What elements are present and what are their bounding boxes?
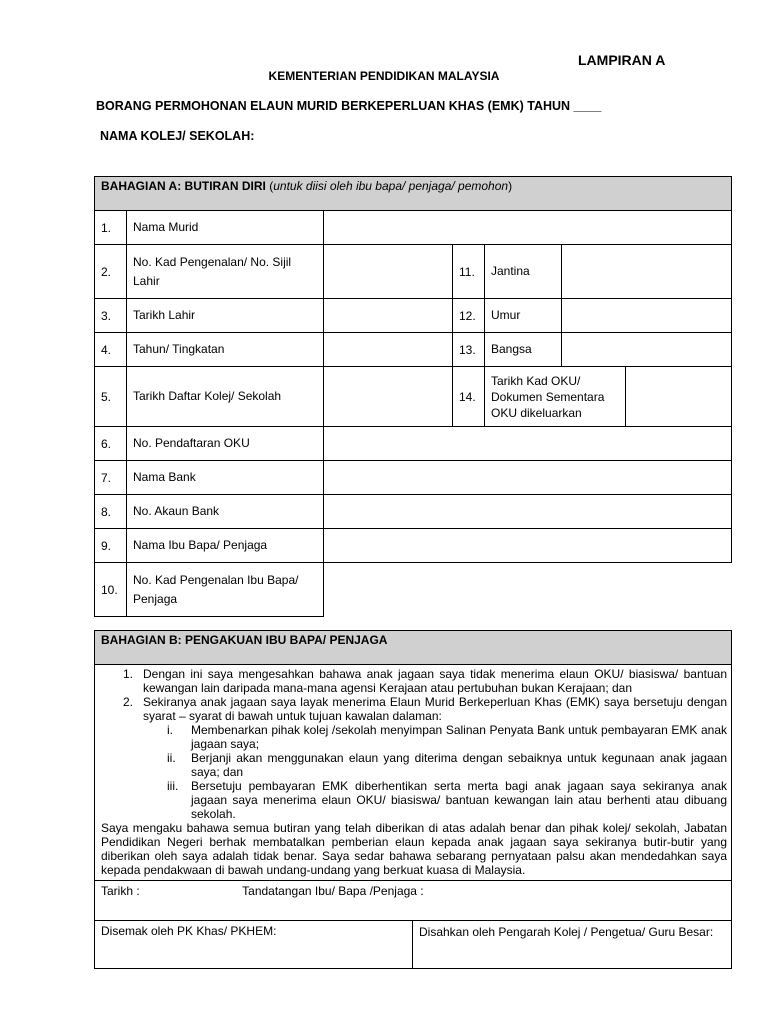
- field-label: Nama Murid: [127, 211, 324, 245]
- section-a-header: BAHAGIAN A: BUTIRAN DIRI (untuk diisi oleh ibu bapa/ penjaga/ pemohon): [95, 177, 732, 211]
- field-label: Tahun/ Tingkatan: [127, 333, 324, 367]
- field-label: No. Kad Pengenalan/ No. Sijil Lahir: [127, 245, 324, 299]
- row-number: 9.: [95, 529, 127, 563]
- field-label: Jantina: [485, 245, 562, 299]
- condition-item: ii. Berjanji akan menggunakan elaun yang diterima dengan sebaiknya untuk kegunaan anak jagaan saya; dan: [167, 751, 727, 779]
- section-a-subtitle: untuk diisi oleh ibu bapa/ penjaga/ pemohon: [273, 179, 509, 193]
- field-label: Tarikh Daftar Kolej/ Sekolah: [127, 367, 324, 427]
- field-label: Umur: [485, 299, 562, 333]
- row-number: 7.: [95, 461, 127, 495]
- section-a-table: [94, 176, 732, 617]
- row-number: 13.: [453, 333, 485, 367]
- kad-pengenalan-field[interactable]: [324, 245, 453, 299]
- nama-ibu-bapa-field[interactable]: [324, 529, 732, 563]
- section-b-table: [94, 630, 732, 969]
- tarikh-daftar-field[interactable]: [324, 367, 453, 427]
- row-nama-murid: [95, 211, 732, 245]
- declaration-statement: Saya mengaku bahawa semua butiran yang telah diberikan di atas adalah benar dan pihak kolej/ sekolah, Jabatan Pendidikan Negeri berhak membatalkan pemberian elaun kepada anak jagaan saya sekiranya butir-butir yang diberikan oleh saya adalah tidak benar. Saya sedar bahawa sebarang pernyataan palsu akan mendedahkan saya kepada pendakwaan di bawah undang-undang yang berkuat kuasa di Malaysia.: [101, 821, 727, 877]
- declaration-item: 2. Sekiranya anak jagaan saya layak menerima Elaun Murid Berkeperluan Khas (EMK) saya bersetuju dengan syarat – syarat di bawah untuk tujuan kawalan dalaman:: [123, 695, 727, 723]
- condition-item: i. Membenarkan pihak kolej /sekolah menyimpan Salinan Penyata Bank untuk pembayaran EMK anak jagaan saya;: [167, 723, 727, 751]
- field-label: No. Kad Pengenalan Ibu Bapa/ Penjaga: [127, 563, 324, 617]
- akaun-bank-field[interactable]: [324, 495, 732, 529]
- row-number: 1.: [95, 211, 127, 245]
- row-tarikh-lahir: [95, 299, 732, 333]
- field-label: Nama Ibu Bapa/ Penjaga: [127, 529, 324, 563]
- declaration-item: 1. Dengan ini saya mengesahkan bahawa anak jagaan saya tidak menerima elaun OKU/ biasiswa/ bantuan kewangan lain daripada mana-mana agensi Kerajaan atau pertubuhan bukan Kerajaan; dan: [123, 667, 727, 695]
- section-b-title: BAHAGIAN B: PENGAKUAN IBU BAPA/ PENJAGA: [101, 633, 388, 647]
- row-kad-pengenalan: [95, 245, 732, 299]
- checked-by-cell[interactable]: [95, 921, 413, 969]
- approved-by-cell[interactable]: [413, 921, 732, 969]
- condition-item: iii. Bersetuju pembayaran EMK diberhentikan serta merta bagi anak jagaan saya sekiranya anak jagaan saya menerima elaun OKU/ biasiswa/ bantuan kewangan lain atau berhenti atau dibuang sekolah.: [167, 779, 727, 821]
- row-kad-ibu-bapa: [95, 563, 732, 617]
- lampiran-label: LAMPIRAN A: [578, 52, 666, 68]
- kad-ibu-bapa-field[interactable]: [324, 563, 732, 617]
- nama-bank-field[interactable]: [324, 461, 732, 495]
- row-number: 11.: [453, 245, 485, 299]
- jantina-field[interactable]: [562, 245, 732, 299]
- row-number: 8.: [95, 495, 127, 529]
- row-tahun-tingkatan: [95, 333, 732, 367]
- row-number: 5.: [95, 367, 127, 427]
- field-label: No. Akaun Bank: [127, 495, 324, 529]
- row-akaun-bank: [95, 495, 732, 529]
- row-number: 14.: [453, 367, 485, 427]
- row-nama-bank: [95, 461, 732, 495]
- pendaftaran-oku-field[interactable]: [324, 427, 732, 461]
- signature-label: Tandatangan Ibu/ Bapa /Penjaga :: [242, 884, 424, 898]
- date-label: Tarikh :: [101, 884, 140, 898]
- school-name-label: NAMA KOLEJ/ SEKOLAH:: [100, 129, 255, 143]
- approved-by-label: Disahkan oleh Pengarah Kolej / Pengetua/ Guru Besar:: [419, 925, 714, 939]
- row-number: 6.: [95, 427, 127, 461]
- section-b-header: [95, 631, 732, 665]
- row-number: 10.: [95, 563, 127, 617]
- row-number: 12.: [453, 299, 485, 333]
- tahun-tingkatan-field[interactable]: [324, 333, 453, 367]
- row-pendaftaran-oku: [95, 427, 732, 461]
- declaration-cell: [95, 665, 732, 881]
- field-label: Tarikh Kad OKU/ Dokumen Sementara OKU dikeluarkan: [485, 367, 626, 427]
- field-label: Tarikh Lahir: [127, 299, 324, 333]
- form-title: BORANG PERMOHONAN ELAUN MURID BERKEPERLUAN KHAS (EMK) TAHUN ____: [96, 99, 602, 113]
- field-label: No. Pendaftaran OKU: [127, 427, 324, 461]
- nama-murid-field[interactable]: [324, 211, 732, 245]
- row-number: 2.: [95, 245, 127, 299]
- umur-field[interactable]: [562, 299, 732, 333]
- row-tarikh-daftar: [95, 367, 732, 427]
- section-a-title: BAHAGIAN A: BUTIRAN DIRI: [101, 179, 266, 193]
- field-label: Nama Bank: [127, 461, 324, 495]
- date-signature-row[interactable]: [95, 881, 732, 921]
- ministry-title: KEMENTERIAN PENDIDIKAN MALAYSIA: [268, 69, 500, 83]
- row-number: 4.: [95, 333, 127, 367]
- tarikh-kad-oku-field[interactable]: [626, 367, 732, 427]
- tarikh-lahir-field[interactable]: [324, 299, 453, 333]
- row-number: 3.: [95, 299, 127, 333]
- row-nama-ibu-bapa: [95, 529, 732, 563]
- bangsa-field[interactable]: [562, 333, 732, 367]
- checked-by-label: Disemak oleh PK Khas/ PKHEM:: [101, 924, 277, 938]
- field-label: Bangsa: [485, 333, 562, 367]
